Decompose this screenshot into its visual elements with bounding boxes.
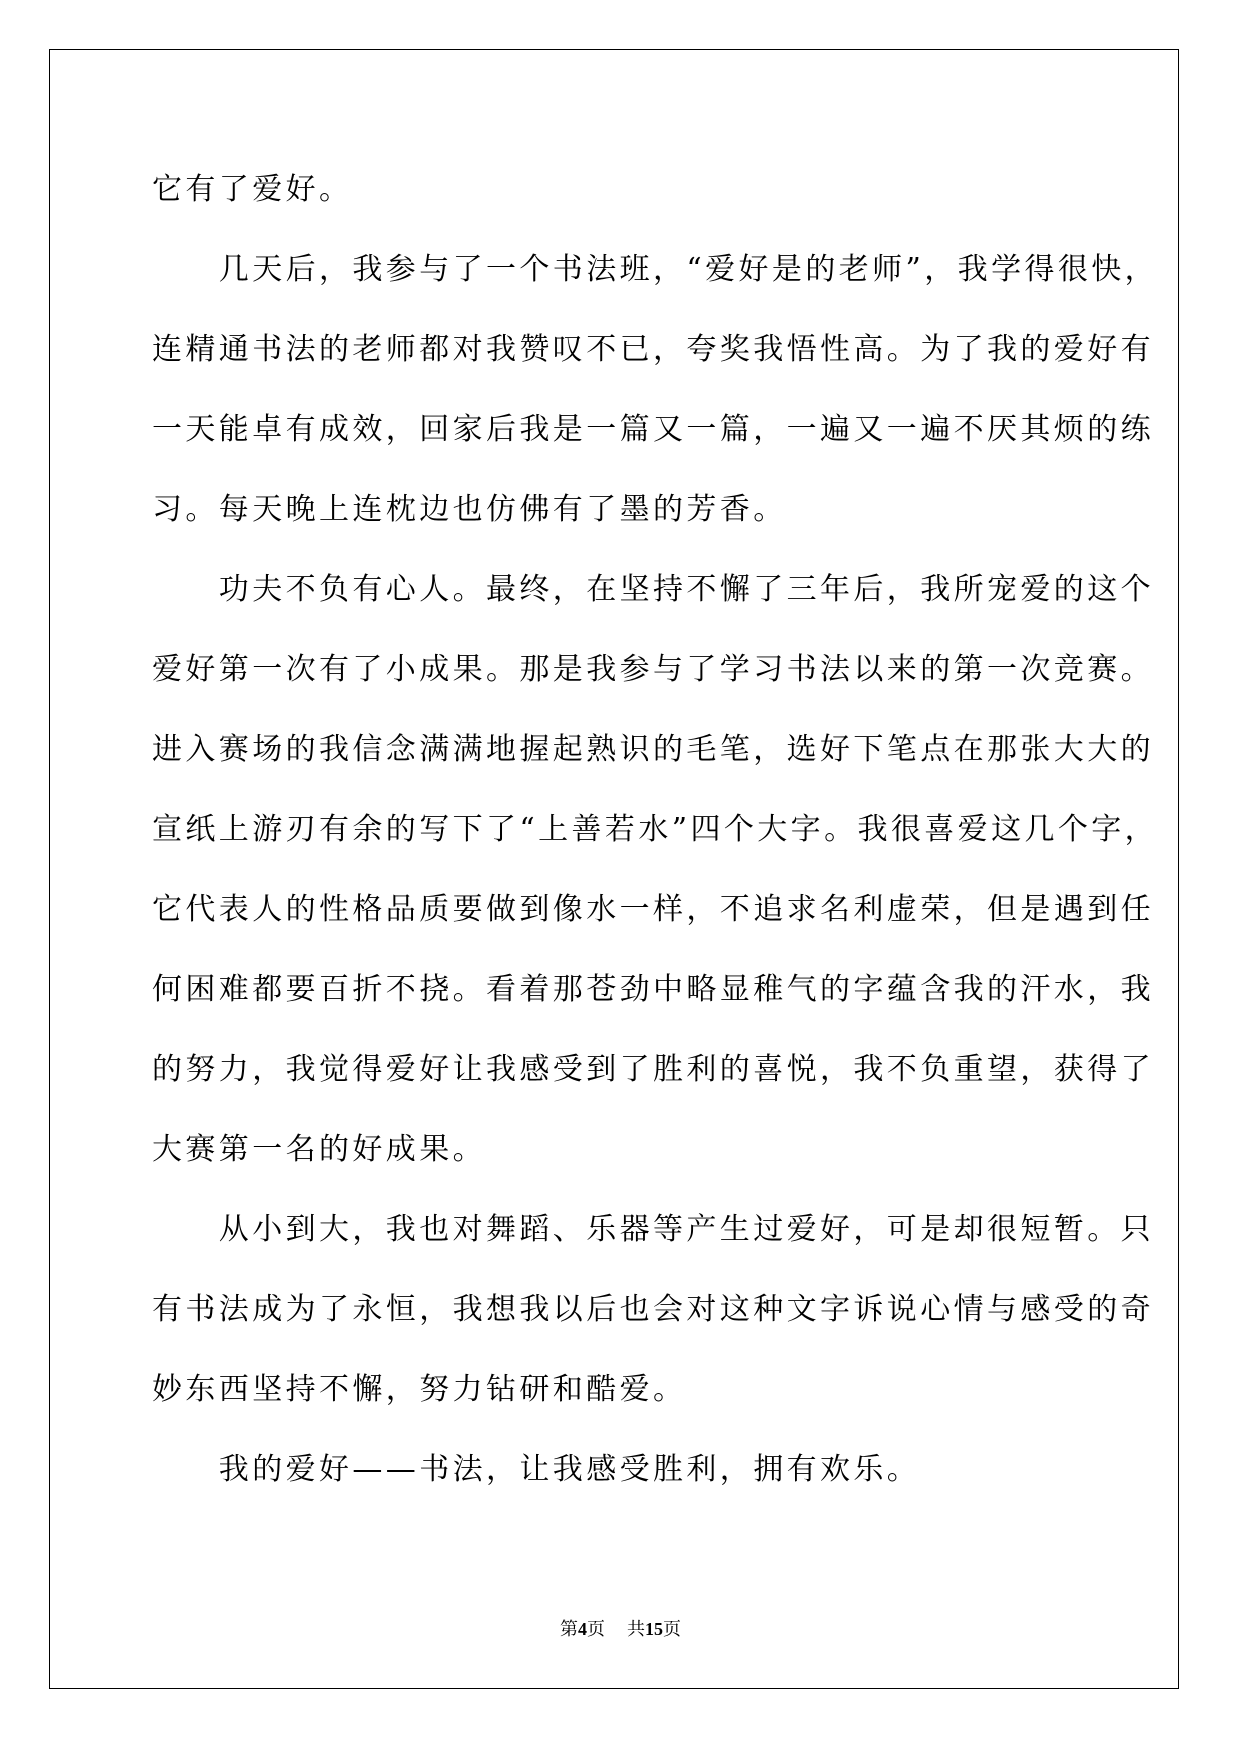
text-line-8: 进入赛场的我信念满满地握起熟识的毛笔，选好下笔点在那张大大的 — [152, 732, 1154, 767]
page-prefix: 第 — [560, 1619, 578, 1639]
text-line-1: 它有了爱好。 — [152, 172, 353, 207]
total-suffix: 页 — [663, 1619, 681, 1639]
text-line-2: 几天后，我参与了一个书法班，“爱好是的老师”，我学得很快， — [152, 252, 1159, 287]
text-line-12: 的努力，我觉得爱好让我感受到了胜利的喜悦，我不负重望，获得了 — [152, 1052, 1154, 1087]
total-prefix: 共 — [627, 1619, 645, 1639]
page-total: 15 — [645, 1619, 663, 1639]
text-line-4: 一天能卓有成效，回家后我是一篇又一篇，一遍又一遍不厌其烦的练 — [152, 412, 1154, 447]
text-line-6: 功夫不负有心人。最终，在坚持不懈了三年后，我所宠爱的这个 — [152, 572, 1154, 607]
text-line-9: 宣纸上游刃有余的写下了“上善若水”四个大字。我很喜爱这几个字， — [152, 812, 1159, 847]
text-line-17: 我的爱好——书法，让我感受胜利，拥有欢乐。 — [152, 1452, 921, 1487]
page-number: 4 — [578, 1619, 587, 1639]
text-line-16: 妙东西坚持不懈，努力钻研和酷爱。 — [152, 1372, 687, 1407]
text-line-13: 大赛第一名的好成果。 — [152, 1132, 486, 1167]
page-suffix: 页 — [587, 1619, 605, 1639]
text-line-11: 何困难都要百折不挠。看着那苍劲中略显稚气的字蕴含我的汗水，我 — [152, 972, 1154, 1007]
text-line-14: 从小到大，我也对舞蹈、乐器等产生过爱好，可是却很短暂。只 — [152, 1212, 1154, 1247]
page-border — [49, 49, 1179, 1689]
page-footer — [0, 1617, 1241, 1641]
text-line-3: 连精通书法的老师都对我赞叹不已，夸奖我悟性高。为了我的爱好有 — [152, 332, 1154, 367]
text-line-15: 有书法成为了永恒，我想我以后也会对这种文字诉说心情与感受的奇 — [152, 1292, 1154, 1327]
text-line-7: 爱好第一次有了小成果。那是我参与了学习书法以来的第一次竞赛。 — [152, 652, 1154, 687]
text-line-5: 习。每天晚上连枕边也仿佛有了墨的芳香。 — [152, 492, 787, 527]
text-line-10: 它代表人的性格品质要做到像水一样，不追求名利虚荣，但是遇到任 — [152, 892, 1154, 927]
